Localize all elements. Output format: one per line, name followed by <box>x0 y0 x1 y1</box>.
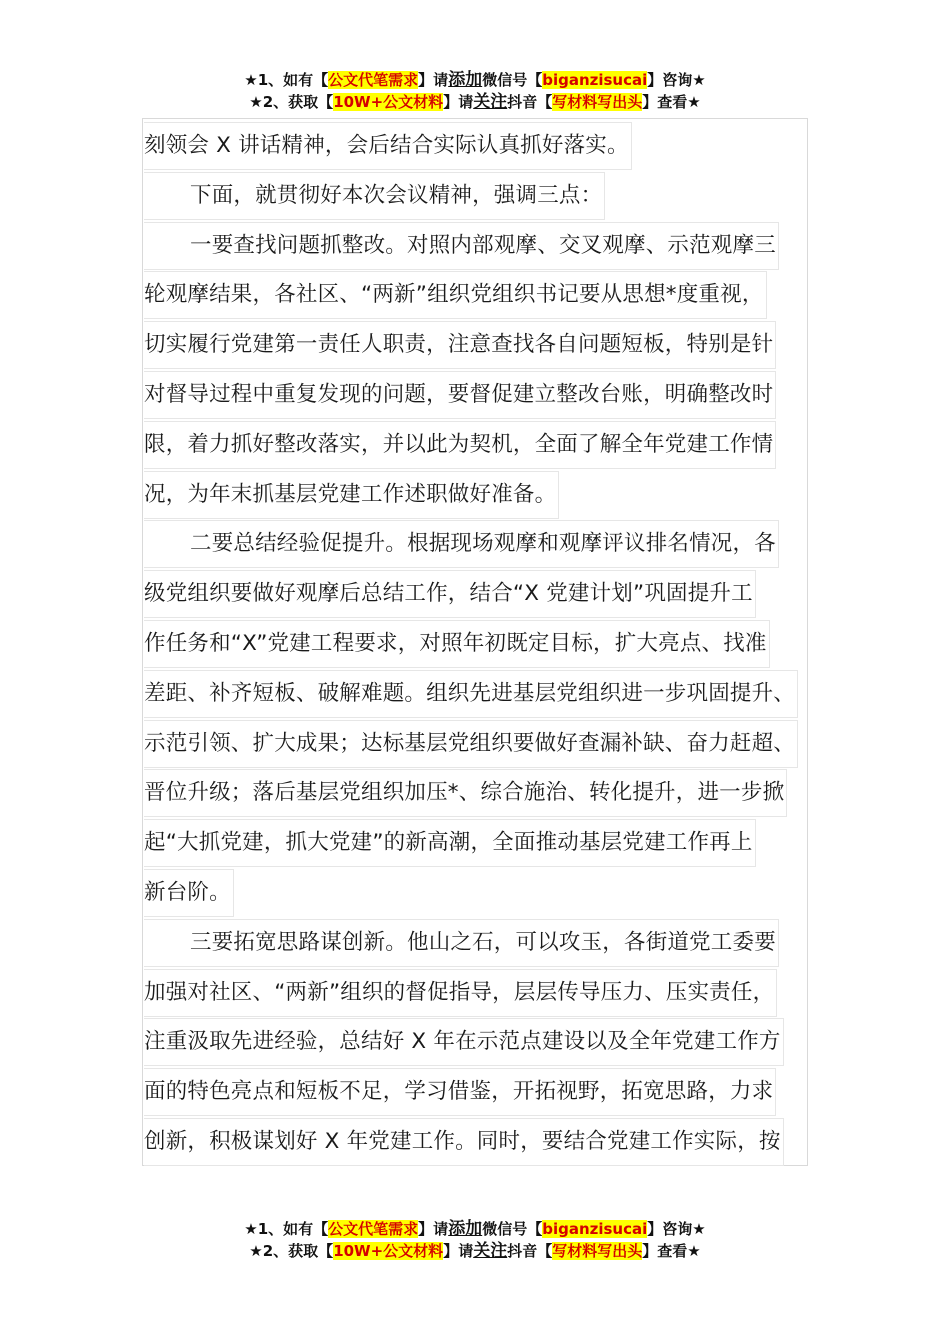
body-line-text: 限，着力抓好整改落实，并以此为契机，全面了解全年党建工作情 <box>144 421 776 469</box>
body-line-text: 注重汲取先进经验，总结好 X 年在示范点建设以及全年党建工作方 <box>144 1018 784 1066</box>
body-line <box>144 172 824 222</box>
body-line <box>144 271 824 321</box>
header-line-2 <box>0 91 950 113</box>
document-body <box>144 122 824 1168</box>
footer-highlight-wechat-id: biganzisucai <box>542 1220 648 1238</box>
body-line-text: 作任务和“X”党建工程要求，对照年初既定目标，扩大亮点、找准 <box>144 620 770 668</box>
body-line-text: 三要拓宽思路谋创新。他山之石，可以攻玉，各街道党工委要 <box>144 919 779 967</box>
body-line-text: 况，为年末抓基层党建工作述职做好准备。 <box>144 471 559 519</box>
body-line-text: 下面，就贯彻好本次会议精神，强调三点： <box>144 172 605 220</box>
body-line <box>144 122 824 172</box>
body-line-text: 新台阶。 <box>144 869 234 917</box>
body-line <box>144 1118 824 1168</box>
body-line <box>144 222 824 272</box>
body-line-text: 刻领会 X 讲话精神，会后结合实际认真抓好落实。 <box>144 122 632 170</box>
body-line-text: 加强对社区、“两新”组织的督促指导，层层传导压力、压实责任， <box>144 969 777 1017</box>
body-line-text: 差距、补齐短板、破解难题。组织先进基层党组织进一步巩固提升、 <box>144 670 798 718</box>
footer-line-1 <box>0 1218 950 1240</box>
body-line <box>144 1018 824 1068</box>
header-line-2-text-2: 抖音【 <box>507 93 553 111</box>
body-line <box>144 421 824 471</box>
footer-line-1-text-2: 微信号【 <box>482 1220 543 1238</box>
body-line-text: 示范引领、扩大成果；达标基层党组织要做好查漏补缺、奋力赶超、 <box>144 720 798 768</box>
highlight-wechat-id: biganzisucai <box>542 71 648 89</box>
footer-banner <box>0 1218 950 1262</box>
header-line-1-text: 】请 <box>418 71 449 89</box>
body-line-text: 起“大抓党建，抓大党建”的新高潮，全面推动基层党建工作再上 <box>144 819 756 867</box>
footer-line-2 <box>0 1240 950 1262</box>
body-line <box>144 969 824 1019</box>
body-line-text: 一要查找问题抓整改。对照内部观摩、交叉观摩、示范观摩三 <box>144 222 779 270</box>
footer-line-1-prefix: ★1、如有【 <box>244 1220 329 1238</box>
header-line-2-prefix: ★2、获取【 <box>249 93 334 111</box>
header-line-1-suffix: 】咨询★ <box>647 71 706 89</box>
footer-highlight-materials: 10W+公文材料 <box>333 1242 444 1260</box>
footer-line-2-text: 】请 <box>443 1242 474 1260</box>
highlight-materials: 10W+公文材料 <box>333 93 444 111</box>
highlight-ghostwriting: 公文代笔需求 <box>328 71 419 89</box>
footer-emphasis-follow: 关注 <box>473 1241 508 1261</box>
header-banner <box>0 69 950 113</box>
body-line <box>144 620 824 670</box>
body-line <box>144 720 824 770</box>
body-line <box>144 321 824 371</box>
footer-emphasis-add: 添加 <box>448 1219 483 1239</box>
highlight-douyin: 写材料写出头 <box>552 93 643 111</box>
body-line <box>144 819 824 869</box>
emphasis-follow: 关注 <box>473 92 508 112</box>
body-line <box>144 371 824 421</box>
body-line-text: 创新，积极谋划好 X 年党建工作。同时，要结合党建工作实际，按 <box>144 1118 784 1166</box>
footer-line-2-prefix: ★2、获取【 <box>249 1242 334 1260</box>
emphasis-add: 添加 <box>448 70 483 90</box>
header-line-1-text-2: 微信号【 <box>482 71 543 89</box>
body-line <box>144 670 824 720</box>
body-line <box>144 570 824 620</box>
body-line-text: 轮观摩结果，各社区、“两新”组织党组织书记要从思想*度重视， <box>144 271 767 319</box>
body-line-text: 切实履行党建第一责任人职责，注意查找各自问题短板，特别是针 <box>144 321 776 369</box>
body-line-text: 晋位升级；落后基层党组织加压*、综合施治、转化提升，进一步掀 <box>144 769 787 817</box>
body-line <box>144 1068 824 1118</box>
header-line-1-prefix: ★1、如有【 <box>244 71 329 89</box>
body-line-text: 级党组织要做好观摩后总结工作，结合“X 党建计划”巩固提升工 <box>144 570 756 618</box>
body-line-text: 面的特色亮点和短板不足，学习借鉴，开拓视野，拓宽思路，力求 <box>144 1068 776 1116</box>
footer-line-2-suffix: 】查看★ <box>642 1242 701 1260</box>
header-line-2-text: 】请 <box>443 93 474 111</box>
header-line-2-suffix: 】查看★ <box>642 93 701 111</box>
footer-highlight-ghostwriting: 公文代笔需求 <box>328 1220 419 1238</box>
body-line <box>144 919 824 969</box>
footer-highlight-douyin: 写材料写出头 <box>552 1242 643 1260</box>
footer-line-2-text-2: 抖音【 <box>507 1242 553 1260</box>
body-line <box>144 471 824 521</box>
body-line-text: 二要总结经验促提升。根据现场观摩和观摩评议排名情况，各 <box>144 520 779 568</box>
body-line-text: 对督导过程中重复发现的问题，要督促建立整改台账，明确整改时 <box>144 371 776 419</box>
body-line <box>144 769 824 819</box>
header-line-1 <box>0 69 950 91</box>
footer-line-1-text: 】请 <box>418 1220 449 1238</box>
body-line <box>144 520 824 570</box>
footer-line-1-suffix: 】咨询★ <box>647 1220 706 1238</box>
body-line <box>144 869 824 919</box>
